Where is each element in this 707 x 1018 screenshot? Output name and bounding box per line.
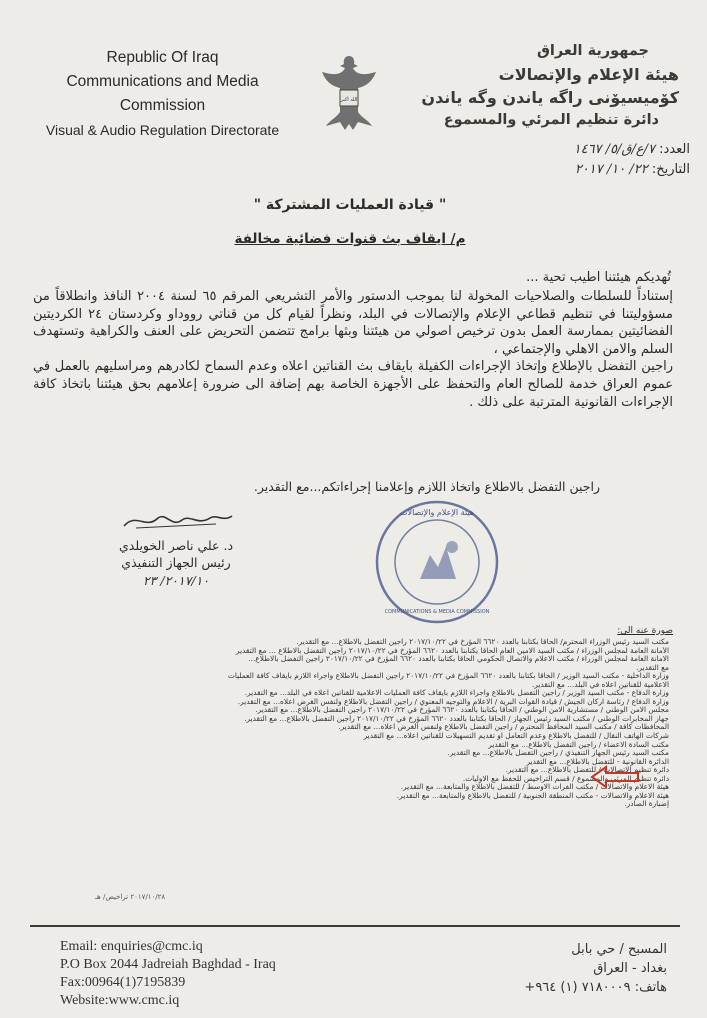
list-item: المحافظات كافة / مكتب السيد المحافظ المحترم / راجين التفضل بالاطلاع ولنفس الغرض اعلاه... مع التقدير. — [338, 723, 669, 732]
list-item: وزارة الدفاع / رئاسة اركان الجيش / قيادة القوات البرية / الاعلام والتوجيه المعنوي / راجين التفضل بالاطلاع ولنفس الغرض اعلاه... مع التقدير. — [237, 697, 669, 706]
footer-english-contact — [60, 938, 276, 1010]
list-item: مع التقدير. — [636, 663, 669, 672]
list-item: الدائرة القانونية - للتفضل بالاطلاع... مع التقدير — [526, 757, 669, 766]
ar-header-line-2: هيئة الإعلام والإتصالات — [498, 65, 679, 84]
signature-scribble-icon — [116, 508, 236, 534]
list-item: مكتب السادة الاعضاء / راجين التفضل بالاطلاع... مع التقدير — [488, 740, 669, 749]
red-arrow-annotation-icon — [590, 765, 640, 789]
en-header-line-4: Visual & Audio Regulation Directorate — [45, 122, 280, 138]
en-header-line-1: Republic Of Iraq — [106, 49, 219, 66]
signature-block — [56, 508, 296, 588]
ref-number: العدد: ٧/ع/ق/٥/ ١٤٦٧ — [573, 142, 690, 157]
arabic-letterhead — [379, 40, 679, 132]
body-paragraph-1: إستناداً للسلطات والصلاحيات المخولة لنا بموجب الدستور والأمر التشريعي المرقم ٦٥ لسنة ٢٠٠٤ النافذ وانطلاقاً من مسؤوليتنا في تنظيم قطاعي الإعلام والإتصالات في البلد، ونظراً لقيام كل من قناتي رووداو وكردستان ٢٤ الكرديتين الفضائيتين بممارسة العمل بدون ترخيص اصولي من هيئتنا وبثها برامج تتضمن التحريض على العنف والكراهية وتستهدف السلم والامن الاهلي والإجتماعي ، — [33, 289, 673, 357]
signatory-name: د. علي ناصر الخويلدي — [118, 538, 234, 553]
official-stamp-icon — [372, 497, 502, 627]
footer-website: Website:www.cmc.iq — [60, 993, 180, 1008]
ar-header-line-4: دائرة تنظيم المرئي والمسموع — [443, 112, 659, 128]
list-item: الأمانة العامة لمجلس الوزراء / مكتب السيد الامين العام الحاقاً بكتابنا بالعدد ٦٦٢٠ المؤرخ في ٢٠١٧/١٠/٢٢ راجين التفضل بالاطلاع ... مع التقدير — [235, 646, 669, 655]
stamp-arabic-text: هيئة الإعلام والإتصالات — [399, 508, 475, 517]
footer-pobox: P.O Box 2044 Jadreiah Baghdad - Iraq — [60, 957, 276, 972]
cc-title: صورة عنه الى: — [617, 626, 673, 636]
list-item: مكتب السيد رئيس الجهاز التنفيذي / راجين التفضل بالاطلاع... مع التقدير. — [447, 749, 669, 758]
internal-reference-note: ٢٠١٧/١٠/٢٨ تراخيص/ هـ — [95, 893, 166, 901]
list-item: وزارة الدفاع - مكتب السيد الوزير / راجين التفضل بالاطلاع واجراء اللازم بايقاف كافة العمليات الاعلامية للقناتين اعلاه في البلد... مع التقدير. — [244, 689, 669, 698]
letter-body — [33, 288, 673, 411]
ar-header-line-1: جمهورية العراق — [536, 43, 649, 59]
signature-date: ٢٠١٧/١٠/ ٢٣ — [142, 573, 210, 588]
closing-line: راجين التفضل بالاطلاع واتخاذ اللازم وإعلامنا إجراءاتكم...مع التقدير. — [253, 479, 600, 494]
footer-ar-line-3: هاتف: ٧١٨٠٠٠٩ (١) ٩٦٤+ — [524, 980, 667, 995]
signatory-title: رئيس الجهاز التنفيذي — [121, 555, 231, 570]
list-item: الامانة العامة لمجلس الوزراء / مكتب الاعلام والاتصال الحكومي الحاقاً بكتابنا بالعدد ٦٦٢٠ المؤرخ في ٢٠١٧/١٠/٢٢ راجين التفضل بالاطلاع... — [248, 655, 669, 664]
list-item: إضبارة الصادر. — [624, 800, 669, 809]
footer-fax: Fax:00964(1)7195839 — [60, 975, 186, 990]
footer-ar-line-2: بغداد - العراق — [593, 961, 667, 976]
list-item: دائرة تنظيم المرئي والمسموع / قسم التراخيص للحفظ مع الاوليات. — [462, 774, 669, 783]
ar-header-line-3: كۆميسيۆنى راگه ياندن وگه ياندن — [421, 88, 679, 107]
body-paragraph-2: راجين التفضل بالإطلاع وإتخاذ الإجراءات الكفيلة بايقاف بث القناتين اعلاه وعدم السماح لكادرهم ومراسليهم بالعمل في عموم العراق خدمة للصالح العام والتحفظ على الأجهزة الخاصة بهم إضافة الى ضرورة إعلامهم بحق هيئتنا باتخاذ كافة الإجراءات القانونية المترتبة على ذلك . — [33, 359, 673, 410]
subject-line: م/ ايقاف بث قنوات فضائية مخالفة — [234, 231, 466, 247]
iraq-eagle-emblem-icon — [312, 50, 386, 134]
emblem-label: الله أكبر — [340, 97, 358, 103]
list-item: شركات الهاتف النقال / للتفضل بالاطلاع وعدم التعامل او تقديم التسهيلات للقناتين اعلاه... مع التقدير — [363, 732, 669, 741]
footer-divider — [30, 925, 680, 927]
list-item: وزارة الداخلية - مكتب السيد الوزير / الحاقاً بكتابنا بالعدد ٦٦٢٠ المؤرخ في ٢٠١٧/١٠/٢٢ راجين التفضل بالاطلاع واجراء اللازم بايقاف كافة العمليات — [227, 672, 669, 681]
reference-block — [490, 140, 690, 180]
footer-ar-line-1: المسبح / حي بابل — [571, 942, 667, 957]
english-letterhead — [30, 46, 295, 142]
cc-list — [29, 638, 669, 809]
list-item: الاعلامية للقناتين اعلاه في البلد... مع التقدير. — [531, 680, 669, 689]
footer-email: Email: enquiries@cmc.iq — [60, 939, 203, 954]
list-item: دائرة تنظيم الاتصالات / للتفضل بالاطلاع... مع التقدير. — [505, 766, 669, 775]
list-item: مجلس الامن الوطني / مستشارية الامن الوطني / الحاقاً بكتابنا بالعدد ٦٦٢٠ المؤرخ في ٢٠١٧/١٠/٢٢ راجين التفضل بالاطلاع... مع التقدير. — [255, 706, 669, 715]
addressee: " قيادة العمليات المشتركة " — [253, 197, 447, 213]
list-item: جهاز المخابرات الوطني / مكتب السيد رئيس الجهاز / الحاقاً بكتابنا بالعدد ٦٦٢٠ المؤرخ في ٢٠١٧/١٠/٢٢ راجين التفضل بالاطلاع... مع التقدير. — [244, 714, 669, 723]
stamp-english-text: COMMUNICATIONS & MEDIA COMMISSION — [384, 609, 490, 615]
list-item: مكتب السيد رئيس الوزراء المحترم/ الحاقاً بكتابنا بالعدد ٦٦٢٠ المؤرخ في ٢٠١٧/١٠/٢٢ راجين التفضل بالاطلاع... مع التقدير. — [296, 638, 669, 646]
en-header-line-2: Communications and Media — [66, 73, 259, 90]
list-item: هيئة الاعلام والاتصالات / مكتب الفرات الاوسط / للتفضل بالاطلاع والمتابعة... مع التقدير. — [400, 783, 669, 792]
en-header-line-3: Commission — [119, 97, 206, 114]
footer-arabic-contact — [524, 940, 667, 997]
list-item: هيئة الاعلام والاتصالات - مكتب المنطقة الجنوبية / للتفضل بالاطلاع والمتابعة... مع التقدير. — [396, 791, 669, 800]
ref-date: التاريخ: ٢٢/ ١٠/ ٢٠١٧ — [574, 162, 690, 177]
greeting: تُهديكم هيئتنا اطيب تحية ... — [526, 270, 671, 285]
